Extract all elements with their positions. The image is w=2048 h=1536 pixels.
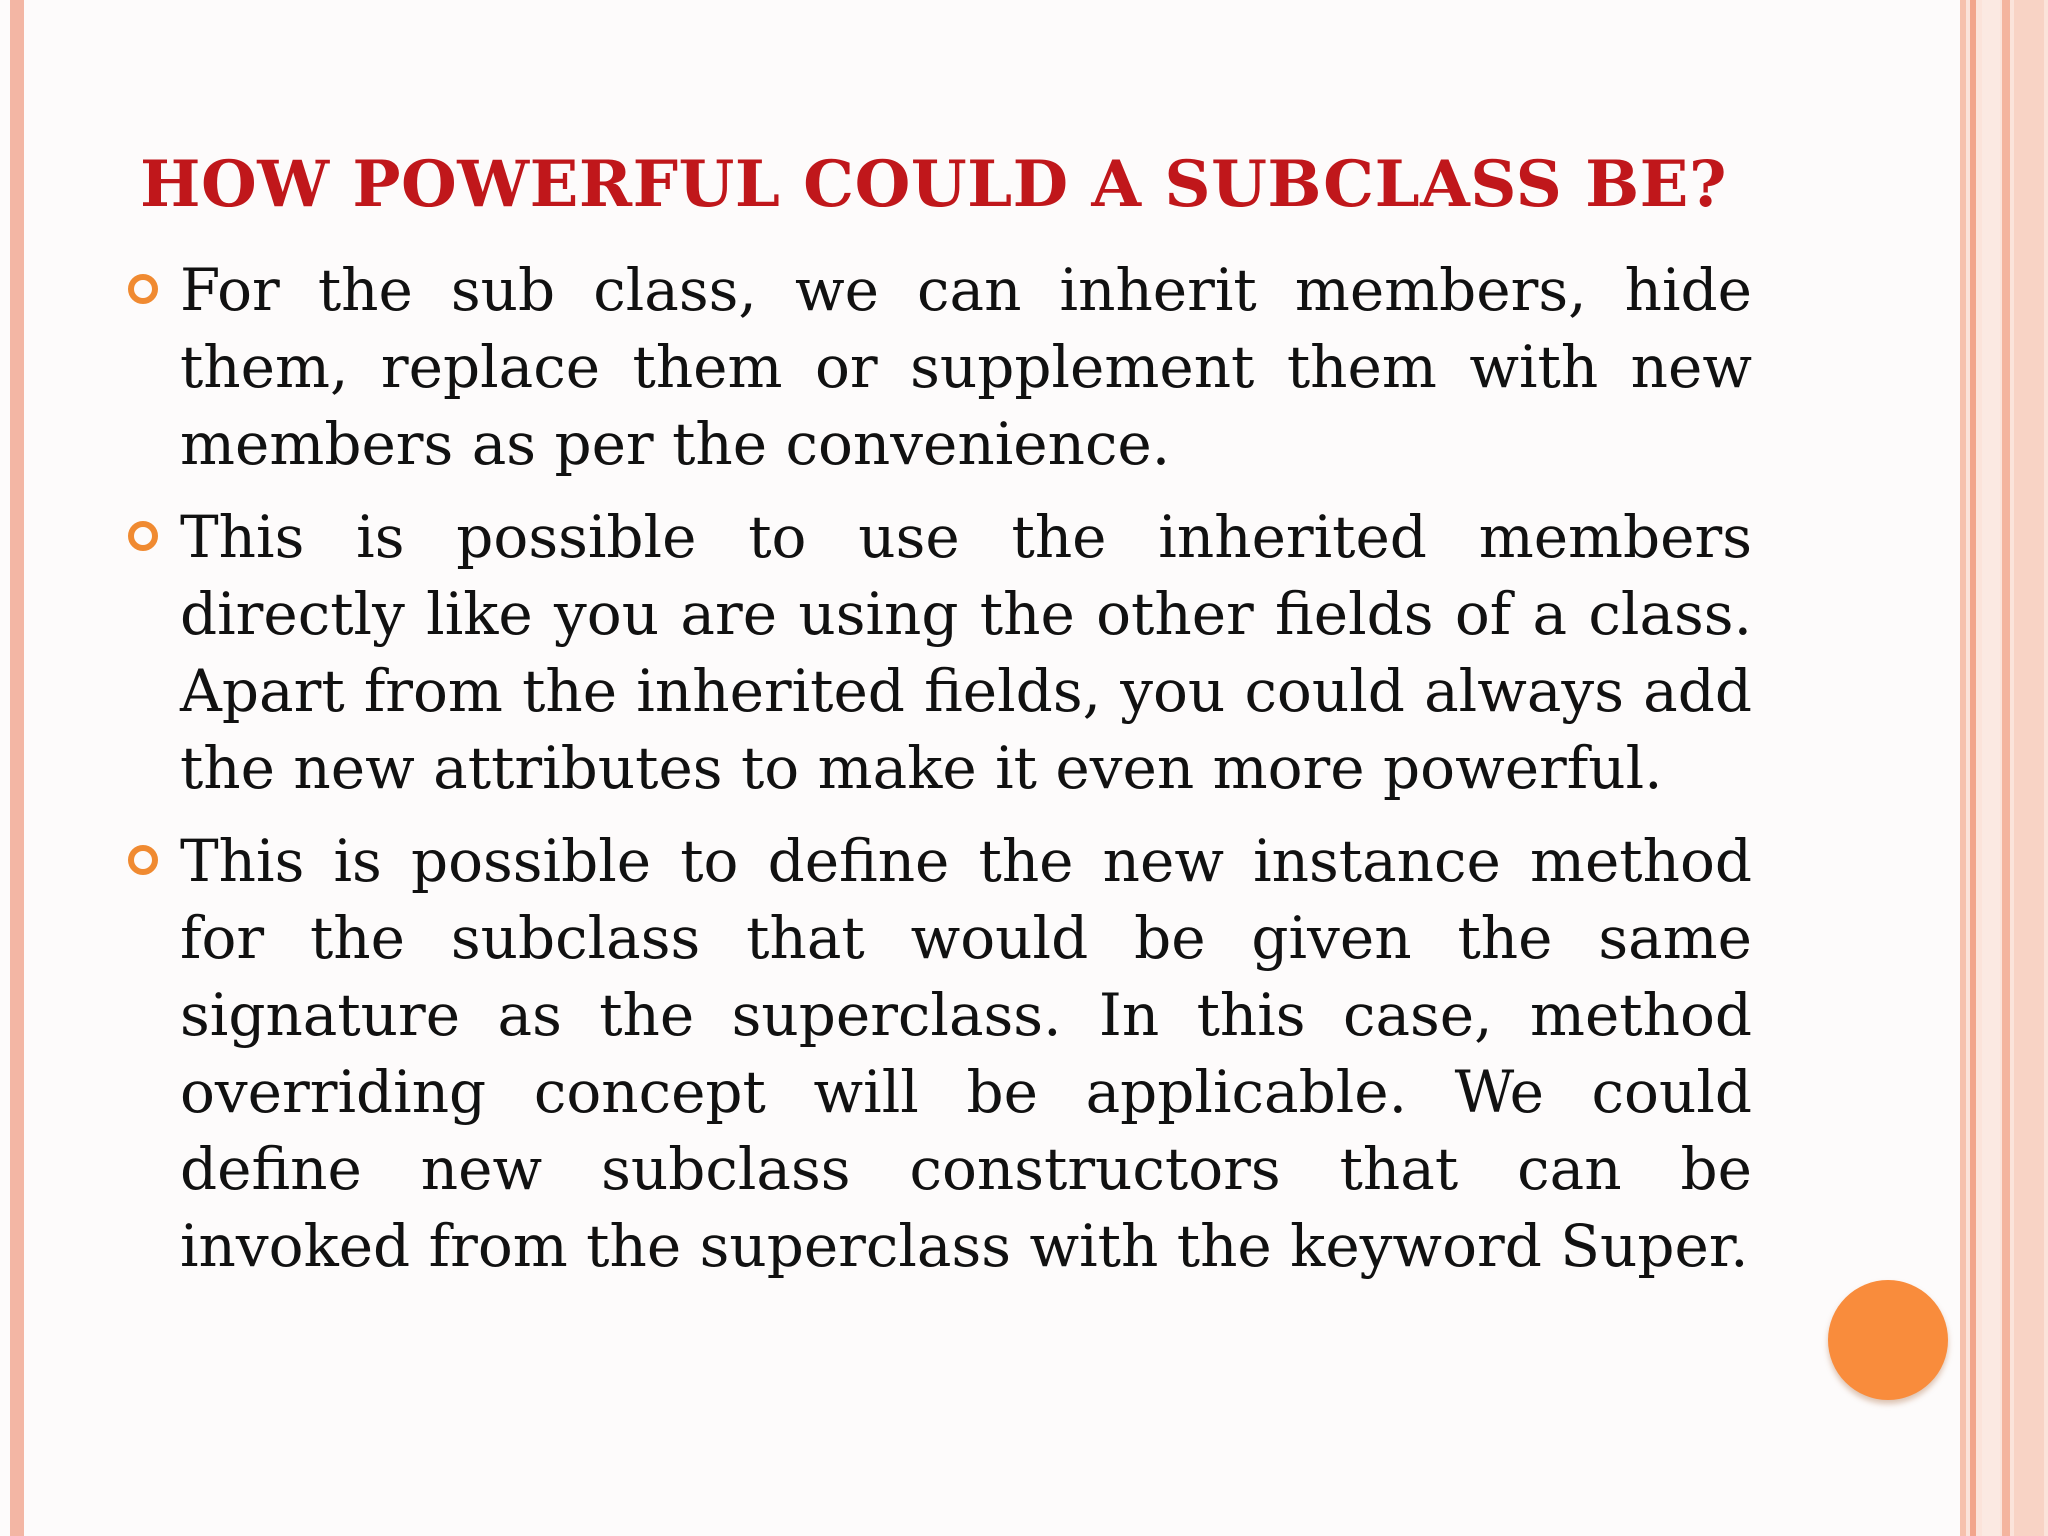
right-stripe xyxy=(1970,0,1976,1536)
left-decorative-stripe xyxy=(10,0,24,1536)
hollow-circle-bullet-icon xyxy=(128,274,158,304)
orange-circle-decoration xyxy=(1828,1280,1948,1400)
hollow-circle-bullet-icon xyxy=(128,521,158,551)
hollow-circle-bullet-icon xyxy=(128,845,158,875)
bullet-text: This is possible to use the inherited members directly like you are using the other fields of a class. Apart from the inherited fields, you could always add the new attributes to make it even more powerful. xyxy=(180,503,1752,802)
right-stripe xyxy=(1960,0,1966,1536)
bullet-text: This is possible to define the new instance method for the subclass that would be given the same signature as the superclass. In this case, method overriding concept will be applicable. We could define new subclass constructors that can be invoked from the superclass with the keyword Super. xyxy=(180,827,1752,1280)
bullet-text: For the sub class, we can inherit members, hide them, replace them or supplement them with new members as per the convenience. xyxy=(180,256,1752,478)
right-stripe xyxy=(2002,0,2010,1536)
right-stripe xyxy=(1982,0,2000,1536)
slide-title: HOW POWERFUL COULD A SUBCLASS BE? xyxy=(140,147,1727,222)
right-stripe xyxy=(2014,0,2044,1536)
bullet-item xyxy=(180,823,1752,1285)
bullet-item xyxy=(180,252,1752,483)
bullet-item xyxy=(180,499,1752,807)
bullet-list xyxy=(180,252,1752,1301)
right-decorative-band xyxy=(1960,0,2048,1536)
